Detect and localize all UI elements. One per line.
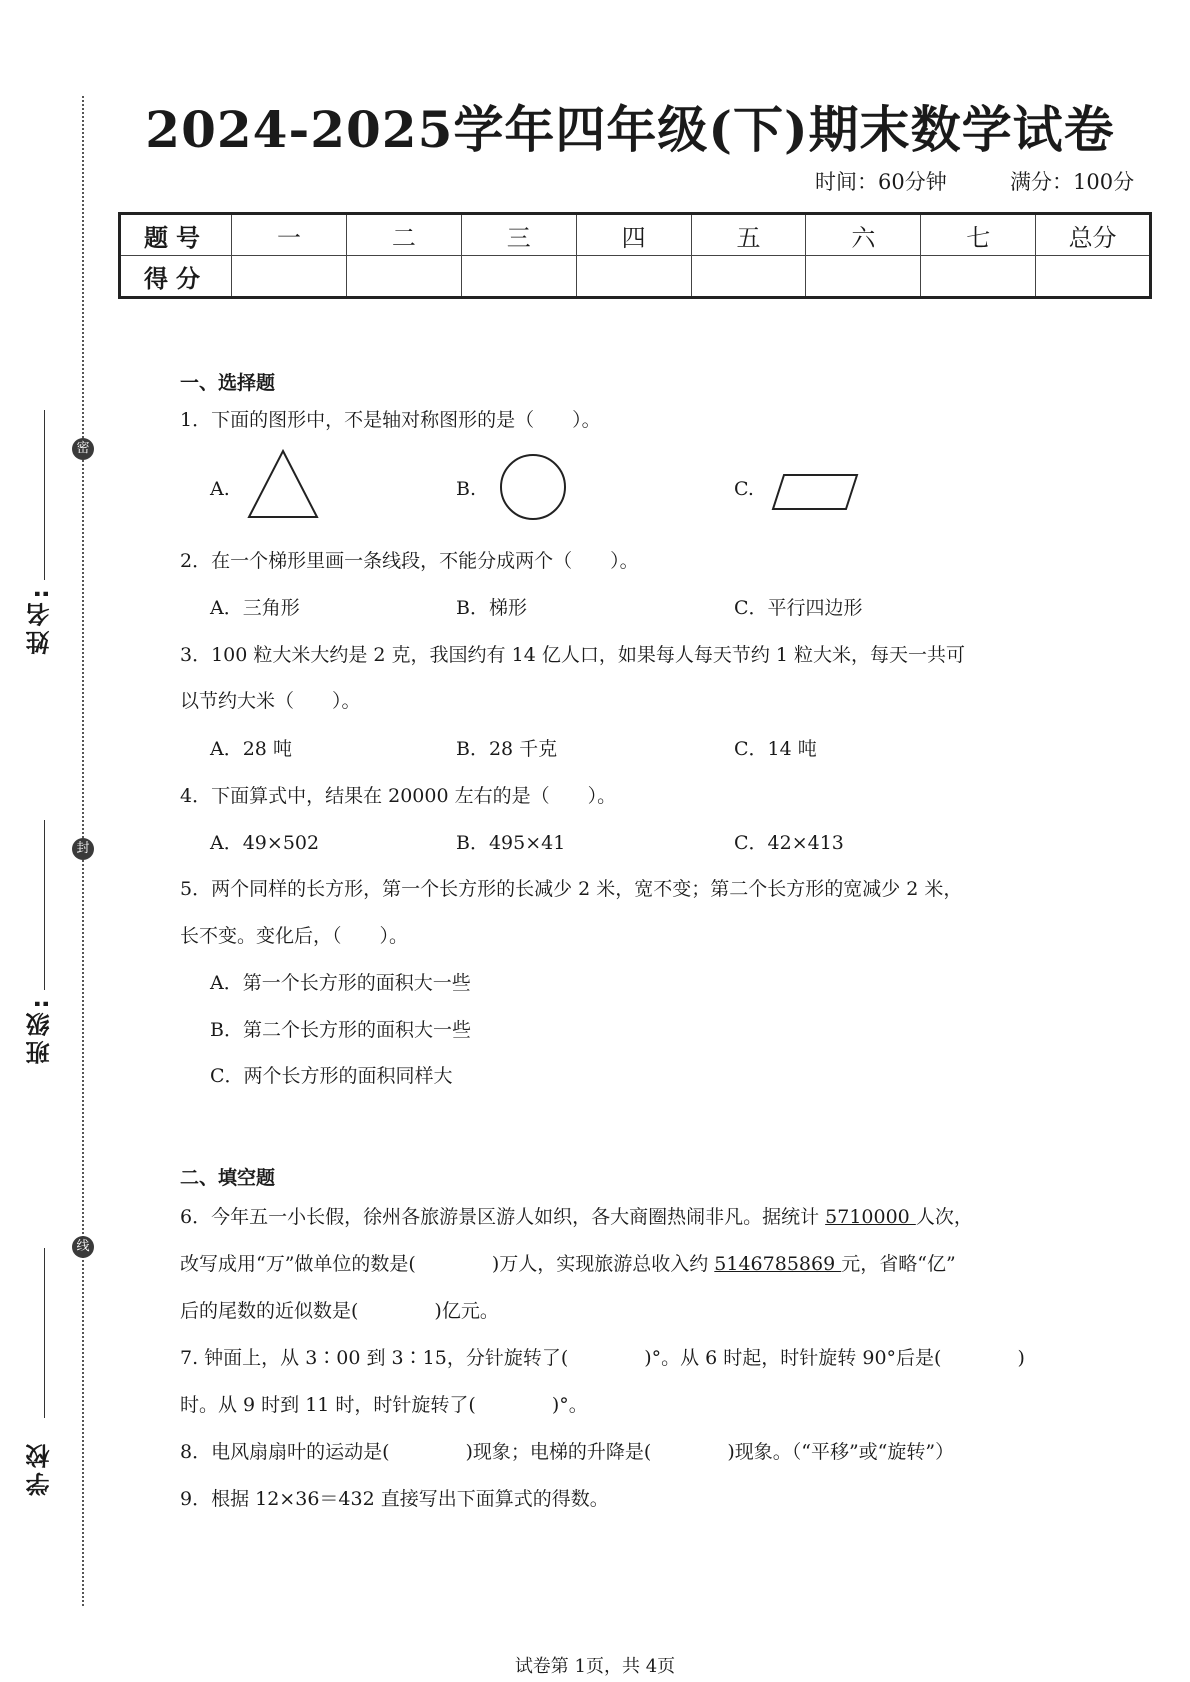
score-cell[interactable]: [461, 256, 576, 298]
name-write-line: [44, 410, 45, 580]
score-table-score-row: [120, 256, 1151, 298]
q2-option-a: A．三角形: [210, 597, 300, 619]
q6-text-d: 元，省略“亿”: [841, 1253, 956, 1275]
exam-title: 2024-2025学年四年级(下)期末数学试卷: [145, 100, 1115, 159]
exam-time: 时间：60分钟: [815, 170, 947, 194]
question-number-label: 题号: [120, 214, 232, 256]
col-2: 二: [346, 214, 461, 256]
col-6: 六: [806, 214, 921, 256]
question-3-line-2: 以节约大米（ ）。: [180, 690, 361, 712]
page-footer: 试卷第 1页，共 4页: [514, 1656, 676, 1677]
score-cell[interactable]: [1036, 256, 1151, 298]
q4-option-c: C．42×413: [734, 832, 844, 854]
q5-option-c: C．两个长方形的面积同样大: [210, 1065, 453, 1087]
question-1: 1．下面的图形中，不是轴对称图形的是（ ）。: [180, 409, 601, 431]
score-cell[interactable]: [346, 256, 461, 298]
q6-text-c: 改写成用“万”做单位的数是( )万人，实现旅游总收入约: [180, 1253, 715, 1275]
school-label: 学校: [26, 1440, 54, 1496]
school-write-line: [44, 1248, 45, 1418]
col-7: 七: [921, 214, 1036, 256]
question-5-line-1: 5．两个同样的长方形，第一个长方形的长减少 2 米，宽不变；第二个长方形的宽减少 2 米，: [180, 878, 963, 900]
circle-icon: [498, 452, 568, 522]
col-5: 五: [691, 214, 806, 256]
question-7-line-2: 时。从 9 时到 11 时，时针旋转了( )°。: [180, 1394, 588, 1416]
question-7-line-1: 7. 钟面上，从 3∶00 到 3∶15，分针旋转了( )°。从 6 时起，时针旋转 90°后是( ): [180, 1347, 1025, 1369]
score-cell[interactable]: [232, 256, 347, 298]
question-6-line-1: [180, 1202, 973, 1229]
score-cell[interactable]: [576, 256, 691, 298]
q5-option-a: A．第一个长方形的面积大一些: [210, 972, 471, 994]
col-1: 一: [232, 214, 347, 256]
q2-option-c: C．平行四边形: [734, 597, 863, 619]
col-4: 四: [576, 214, 691, 256]
question-2: 2．在一个梯形里画一条线段，不能分成两个（ ）。: [180, 550, 639, 572]
question-9: 9．根据 12×36＝432 直接写出下面算式的得数。: [180, 1488, 609, 1510]
q6-text-b: 人次，: [915, 1206, 973, 1228]
question-5-line-2: 长不变。变化后，（ ）。: [180, 925, 409, 947]
q1-option-a: A.: [210, 478, 230, 500]
q3-option-b: B．28 千克: [456, 738, 558, 760]
score-label: 得分: [120, 256, 232, 298]
q6-revenue: 5146785869: [714, 1253, 842, 1275]
question-3-line-1: 3．100 粒大米大约是 2 克，我国约有 14 亿人口，如果每人每天节约 1 粒大米，每天一共可: [180, 644, 965, 666]
q4-option-a: A．49×502: [210, 832, 320, 854]
question-6-line-2: [180, 1249, 956, 1276]
q3-option-c: C．14 吨: [734, 738, 817, 760]
question-8: 8．电风扇扇叶的运动是( )现象；电梯的升降是( )现象。（“平移”或“旋转”）: [180, 1441, 955, 1463]
name-label: 姓名:: [26, 585, 54, 655]
class-write-line: [44, 820, 45, 990]
seal-mi: 密: [72, 438, 94, 460]
score-cell[interactable]: [921, 256, 1036, 298]
q1-option-c: C.: [734, 478, 754, 500]
triangle-icon: [246, 448, 320, 520]
q6-visitor-count: 5710000: [825, 1206, 916, 1228]
exam-full-score: 满分：100分: [1010, 170, 1135, 194]
q1-option-b: B.: [456, 478, 477, 500]
parallelogram-icon: [770, 472, 860, 512]
q3-option-a: A．28 吨: [210, 738, 292, 760]
section-2-title: 二、填空题: [180, 1167, 276, 1189]
seal-xian: 线: [72, 1236, 94, 1258]
question-6-line-3: 后的尾数的近似数是( )亿元。: [180, 1300, 499, 1322]
col-total: 总分: [1036, 214, 1151, 256]
score-cell[interactable]: [806, 256, 921, 298]
class-label: 班级:: [26, 995, 54, 1065]
col-3: 三: [461, 214, 576, 256]
q6-text-a: 6．今年五一小长假，徐州各旅游景区游人如织，各大商圈热闹非凡。据统计: [180, 1206, 826, 1228]
score-table-header-row: [120, 214, 1151, 256]
q4-option-b: B．495×41: [456, 832, 566, 854]
section-1-title: 一、选择题: [180, 372, 276, 394]
score-cell[interactable]: [691, 256, 806, 298]
seal-feng: 封: [72, 838, 94, 860]
question-4: 4．下面算式中，结果在 20000 左右的是（ ）。: [180, 785, 617, 807]
q5-option-b: B．第二个长方形的面积大一些: [210, 1019, 471, 1041]
score-table: [118, 212, 1152, 299]
q2-option-b: B．梯形: [456, 597, 527, 619]
